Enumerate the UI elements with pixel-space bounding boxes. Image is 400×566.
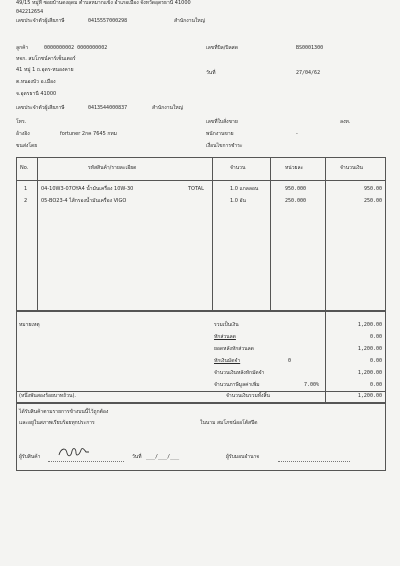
summary-value: 1,200.00 [357, 370, 382, 376]
approver-line [278, 461, 350, 462]
footer-note-1: ได้รับสินค้าตามรายการข้างบนนี้ไว้ถูกต้อง [19, 409, 109, 415]
row-qty: 1.0 อัน [230, 198, 246, 204]
remark-label: หมายเหตุ [19, 322, 40, 328]
receive-date-blank: ___/___/___ [146, 454, 180, 460]
th-qty: จำนวน [230, 165, 246, 171]
grand-total-value: 1,200.00 [357, 393, 382, 399]
customer-tel-label: โทร. [16, 119, 27, 125]
customer-code-label: ลูกค้า [16, 45, 29, 51]
summary-label: รวมเป็นเงิน [214, 322, 239, 328]
customer-code: 0000000002 0000000002 [44, 45, 108, 51]
row-price: 250.000 [285, 198, 307, 204]
row-no: 1 [24, 186, 28, 192]
customer-name: หจก. สมโภชน์คาร์เซ็นเตอร์ [16, 56, 76, 62]
row-price: 950.000 [285, 186, 307, 192]
row-brand: TOTAL [188, 186, 204, 192]
summary-value: 1,200.00 [357, 346, 382, 352]
summary-value: 1,200.00 [357, 322, 382, 328]
summary-label: หักเงินมัดจำ [214, 358, 241, 364]
doc-order-suffix: ลงท. [340, 119, 351, 125]
doc-no-label: เลขที่บิล/บิลสด [206, 45, 238, 51]
customer-address-1: 41 หมู่ 1 ถ.อุดร-หนองคาย [16, 67, 74, 73]
th-description: รหัสสินค้า/รายละเอียด [88, 165, 137, 171]
row-desc: 05-BO23-4 ไส้กรองน้ำมันเครื่อง VIGO [41, 198, 127, 204]
footer-note-2: และอยู่ในสภาพเรียบร้อยทุกประการ [19, 420, 95, 426]
doc-date-value: 27/04/62 [296, 70, 321, 76]
doc-term-label: เงื่อนไขการชำระ [206, 143, 243, 149]
company-address: 49/15 หมู่ที่ ซอยบ้านดงอุดม ตำบลหมากแข้ง อำเภอเมือง จังหวัดอุดรธานี 41000 [16, 0, 191, 6]
receive-date-label: วันที่ [132, 454, 142, 460]
signature [56, 444, 92, 460]
th-unit-price: หน่วยละ [285, 165, 304, 171]
footer-company: ในนาม สมโภชน์ออโต้สปีด [200, 420, 258, 426]
grand-total-label: จำนวนเงินรวมทั้งสิ้น [226, 393, 270, 399]
summary-label: จำนวนภาษีมูลค่าเพิ่ม [214, 382, 260, 388]
col-divider [270, 157, 271, 311]
summary-value: 0.00 [369, 358, 382, 364]
customer-address-3: จ.อุดรธานี 41000 [16, 91, 57, 97]
summary-label: จำนวนเงินหลังหักมัดจำ [214, 370, 265, 376]
col-divider [37, 157, 38, 311]
col-divider [212, 157, 213, 311]
doc-date-label: วันที่ [206, 70, 216, 76]
th-no: No. [20, 165, 29, 171]
customer-tax-label: เลขประจำตัวผู้เสียภาษี [16, 105, 65, 111]
receiver-label: ผู้รับสินค้า [19, 454, 41, 460]
summary-value: 0.00 [369, 382, 382, 388]
doc-no-value: BS0001300 [296, 45, 324, 51]
th-amount: จำนวนเงิน [340, 165, 363, 171]
amount-text: (หนึ่งพันสองร้อยบาทถ้วน). [19, 393, 77, 399]
row-no: 2 [24, 198, 28, 204]
doc-order-label: เลขที่ใบสั่งขาย [206, 119, 238, 125]
doc-sales-label: พนักงานขาย [206, 131, 234, 137]
customer-ref-value: fortuner 2กค 7645 กทม [60, 131, 117, 137]
receiver-line [48, 461, 124, 462]
row-desc: 04-10W3-07OYA4 น้ำมันเครื่อง 10W-30 [41, 186, 134, 192]
summary-mid: 7.00% [304, 382, 320, 388]
customer-branch: สำนักงานใหญ่ [152, 105, 183, 111]
customer-tax-id: 0413544000837 [88, 105, 128, 111]
total-divider [16, 391, 386, 392]
company-tax-label: เลขประจำตัวผู้เสียภาษี [16, 18, 65, 24]
row-qty: 1.0 แกลลอน [230, 186, 259, 192]
row-amount: 950.00 [363, 186, 382, 192]
table-header-divider [16, 180, 386, 181]
customer-address-2: ต.หนองบัว อ.เมือง [16, 79, 56, 85]
customer-ref-label: อ้างอิง [16, 131, 30, 137]
summary-label: หักส่วนลด [214, 334, 236, 340]
company-branch: สำนักงานใหญ่ [174, 18, 205, 24]
summary-label: ยอดหลังหักส่วนลด [214, 346, 254, 352]
customer-ship-label: ขนส่งโดย [16, 143, 38, 149]
row-amount: 250.00 [363, 198, 382, 204]
summary-mid: 0 [288, 358, 292, 364]
col-divider [325, 157, 326, 311]
summary-value: 0.00 [369, 334, 382, 340]
company-tax-id: 0415557000298 [88, 18, 128, 24]
company-phone: 042212654 [16, 9, 44, 15]
approver-label: ผู้รับมอบอำนาจ [226, 454, 260, 460]
doc-sales-value: - [296, 131, 298, 137]
